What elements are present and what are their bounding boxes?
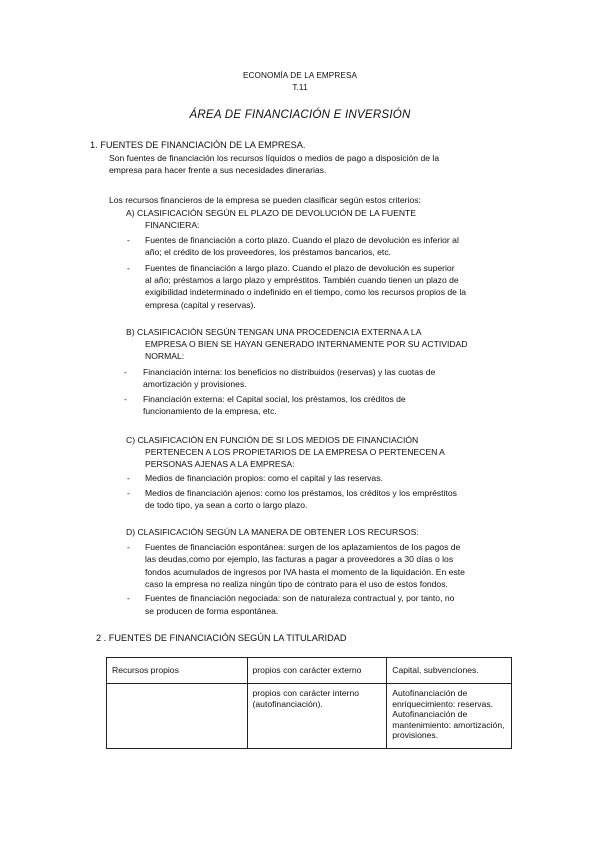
criteria-intro: Los recursos financieros de la empresa se pueden clasificar según estos criterios: [109, 195, 421, 205]
section-1-intro-line: Son fuentes de financiación los recursos líquidos o medios de pago a disposición de la [109, 153, 440, 163]
bullet-line: empresa (capital y reservas). [145, 300, 256, 310]
group-a-heading: FINANCIERA: [145, 220, 200, 230]
group-d-heading: D) CLASIFICACIÓN SEGÚN LA MANERA DE OBTENER LOS RECURSOS: [126, 527, 419, 537]
bullet-dash: - [127, 488, 130, 498]
group-a-heading: A) CLASIFICACIÓN SEGÚN EL PLAZO DE DEVOLUCIÓN DE LA FUENTE [126, 208, 417, 218]
bullet-line: Fuentes de financiación a corto plazo. Cuando el plazo de devolución es inferior al [145, 235, 459, 245]
table-row [107, 658, 512, 684]
header-unit: T.11 [292, 83, 308, 92]
bullet-line: funcionamiento de la empresa, etc. [143, 406, 277, 416]
group-b-heading: NORMAL: [145, 351, 185, 361]
bullet-line: año; el crédito de los proveedores, los préstamos bancarios, etc. [145, 247, 392, 257]
bullet-line: fondos acumulados de ingresos por IVA hasta el momento de la liquidación. En este [145, 567, 465, 577]
bullet-line: Financiación externa: el Capital social, los préstamos, los créditos de [143, 394, 406, 404]
table-cell: propios con carácter interno (autofinanciación). [247, 684, 387, 749]
bullet-line: al año; préstamos a largo plazo y empréstitos. También cuando tienen un plazo de [145, 275, 459, 285]
bullet-line: se producen de forma espontánea. [145, 606, 279, 616]
table-cell: Autofinanciación de enriquecimiento: reservas. Autofinanciación de mantenimiento: amortización, provisiones. [387, 684, 512, 749]
titularidad-table [106, 657, 512, 749]
section-1-intro-line: empresa para hacer frente a sus necesidades dinerarias. [109, 165, 327, 175]
bullet-dash: - [127, 542, 130, 552]
group-c-heading: C) CLASIFICACIÓN EN FUNCIÓN DE SI LOS MEDIOS DE FINANCIACIÓN [126, 435, 419, 445]
bullet-dash: - [127, 263, 130, 273]
group-c-heading: PERSONAS AJENAS A LA EMPRESA: [145, 459, 295, 469]
group-b-heading: B) CLASIFICACIÓN SEGÚN TENGAN UNA PROCEDENCIA EXTERNA A LA [126, 327, 422, 337]
bullet-line: Fuentes de financiación espontánea: surgen de los aplazamientos de los pagos de [145, 542, 461, 552]
bullet-dash: - [127, 473, 130, 483]
bullet-dash: - [127, 593, 130, 603]
bullet-dash: - [127, 235, 130, 245]
table-cell [107, 684, 248, 749]
bullet-line: Fuentes de financiación negociada: son de naturaleza contractual y, por tanto, no [145, 593, 455, 603]
bullet-line: caso la empresa no realiza ningún tipo de contrato para el uso de estos fondos. [145, 579, 448, 589]
table-cell: Recursos propios [107, 658, 248, 684]
table-cell: Capital, subvenciones. [387, 658, 512, 684]
table-row [107, 684, 512, 749]
bullet-line: Medios de financiación propios: como el capital y las reservas. [145, 473, 383, 483]
section-1-heading: 1. FUENTES DE FINANCIACIÓN DE LA EMPRESA. [90, 140, 306, 150]
bullet-line: Financiación interna: los beneficios no distribuidos (reservas) y las cuotas de [143, 367, 436, 377]
bullet-line: las deudas,como por ejemplo, las facturas a pagar a proveedores a 30 días o los [145, 554, 454, 564]
bullet-line: exigibilidad indeterminado o indefinido en el tiempo, como los recursos propios de la [145, 287, 467, 297]
bullet-line: Fuentes de financiación a largo plazo. Cuando el plazo de devolución es superior [145, 263, 455, 273]
group-b-heading: EMPRESA O BIEN SE HAYAN GENERADO INTERNAMENTE POR SU ACTIVIDAD [145, 339, 468, 349]
bullet-dash: - [124, 367, 127, 377]
bullet-line: amortización y provisiones. [143, 379, 247, 389]
bullet-dash: - [124, 394, 127, 404]
bullet-line: Medios de financiación ajenos: como los préstamos, los créditos y los empréstitos [145, 488, 457, 498]
page-title: ÁREA DE FINANCIACIÓN E INVERSIÓN [189, 108, 411, 121]
group-c-heading: PERTENECEN A LOS PROPIETARIOS DE LA EMPRESA O PERTENECEN A [145, 447, 445, 457]
section-2-heading: 2 . FUENTES DE FINANCIACIÓN SEGÚN LA TITULARIDAD [96, 633, 347, 643]
header-subject: ECONOMÍA DE LA EMPRESA [242, 71, 358, 80]
bullet-line: de todo tipo, ya sean a corto o largo plazo. [145, 500, 308, 510]
table-cell: propios con carácter externo [247, 658, 387, 684]
